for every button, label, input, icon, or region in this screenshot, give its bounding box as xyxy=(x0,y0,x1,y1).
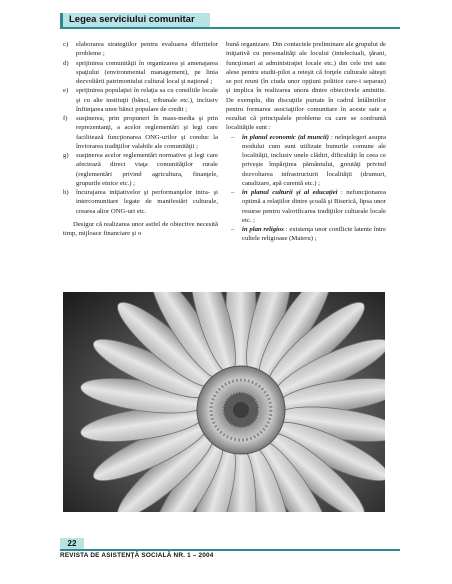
left-column xyxy=(63,40,218,238)
running-header: Legea serviciului comunitar xyxy=(60,13,210,27)
bullet-text: : nefuncţionarea optimă a relaţiilor dintre şcoală şi Biserică, lipsa unor resurse pentru valorificarea tradiţiilor culturale locale etc. ; xyxy=(242,189,386,224)
item-text: susţinerea acelor reglementări normative şi legi care afectează direct viaţa comunităţilor rurale (reglementări privind agricultura, finanţele, grupurile etnice etc.) ; xyxy=(76,152,218,187)
item-marker: c) xyxy=(63,41,69,48)
closing-paragraph: Desigur că realizarea unor astfel de obiective necesită timp, mijloace financiare şi o xyxy=(63,220,218,237)
list-item-economic xyxy=(226,133,386,189)
list-item-c xyxy=(63,40,218,59)
footer-divider xyxy=(60,549,400,551)
item-text: susţinerea, prin propuneri în mass-media şi prin reprezentanţi, a acelor reglementări şi legi care facilitează funcţionarea ONG-urilor şi conduc la înviorarea tradiţiilor valabile ale comunităţii ; xyxy=(76,115,218,150)
header-divider xyxy=(60,27,400,29)
right-column xyxy=(226,40,386,244)
item-marker: f) xyxy=(63,115,68,122)
bullet-text: : neînţelegeri asupra modului cum sunt utilizate bunurile comune ale localităţii, inclusiv unele clădiri, dificultăţi în ceea ce priveşte împărţirea pământului, greutăţi privind dezvoltarea infrastructurii localităţii (drumuri, canalizare, apă curentă etc.) ; xyxy=(242,133,386,187)
item-text: încurajarea iniţiativelor şi performanţelor intra- şi intercomunitare legate de manifestări culturale, crearea altor ONG-uri etc. xyxy=(76,189,218,215)
list-item-h xyxy=(63,188,218,216)
bullet-lead: în plan religios xyxy=(242,226,284,233)
item-text: sprijinirea populaţiei în relaţia sa cu consiliile locale şi cu alte instituţii (bănci, tribunale etc.), inclusiv înfiinţarea unor bănci populare de credit ; xyxy=(76,87,218,113)
dash-bullet: – xyxy=(231,189,235,196)
bullet-lead: în planul culturii şi al educaţiei xyxy=(242,189,338,196)
item-marker: g) xyxy=(63,152,69,159)
flower-image-icon xyxy=(63,292,385,512)
item-text: elaborarea strategiilor pentru evaluarea diferitelor probleme ; xyxy=(76,41,218,58)
item-marker: d) xyxy=(63,59,69,67)
bullet-text: : existenţa unor conflicte latente între cultele religioase (Maieru) ; xyxy=(242,226,387,243)
page-number: 22 xyxy=(60,538,84,549)
item-marker: e) xyxy=(63,87,69,95)
intro-paragraph: bună organizare. Din contactele preliminare ale grupului de iniţiativă cu personalităţi ale locului (intelectuali, ţărani, funcţionari ai administraţiei locale etc.) din cele trei sate alese pentru studii-pilot a reieşit că forţele culturale săteşti se pot reuni (în ciuda unor opţiuni politice care-i separau) şi implica în realizarea unora dintre obiectivele amintite. De exemplu, din discuţiile purtate în cadrul întâlnirilor pentru formarea asociaţiilor comunitare în aceste sate a rezultat că principalele probleme cu care se confruntă localităţile sunt : xyxy=(226,41,386,132)
journal-title: REVISTA DE ASISTENŢĂ SOCIALĂ NR. 1 – 2004 xyxy=(60,552,214,559)
list-item-d xyxy=(63,59,218,87)
item-marker: h) xyxy=(63,189,69,196)
flower-photo xyxy=(63,292,385,512)
dash-bullet: – xyxy=(231,133,235,141)
list-item-e xyxy=(63,86,218,114)
list-item-religion xyxy=(226,225,386,244)
list-item-culture xyxy=(226,188,386,225)
item-text: sprijinirea comunităţii în organizarea şi amenajarea spaţiului (environmental management), pe linia dezvoltării patrimoniului cultural local şi naţional ; xyxy=(76,59,218,85)
problems-list xyxy=(226,133,386,244)
bullet-lead: în planul economic (al muncii) xyxy=(242,133,329,141)
list-item-f xyxy=(63,114,218,151)
dash-bullet: – xyxy=(231,226,235,233)
list-item-g xyxy=(63,151,218,188)
